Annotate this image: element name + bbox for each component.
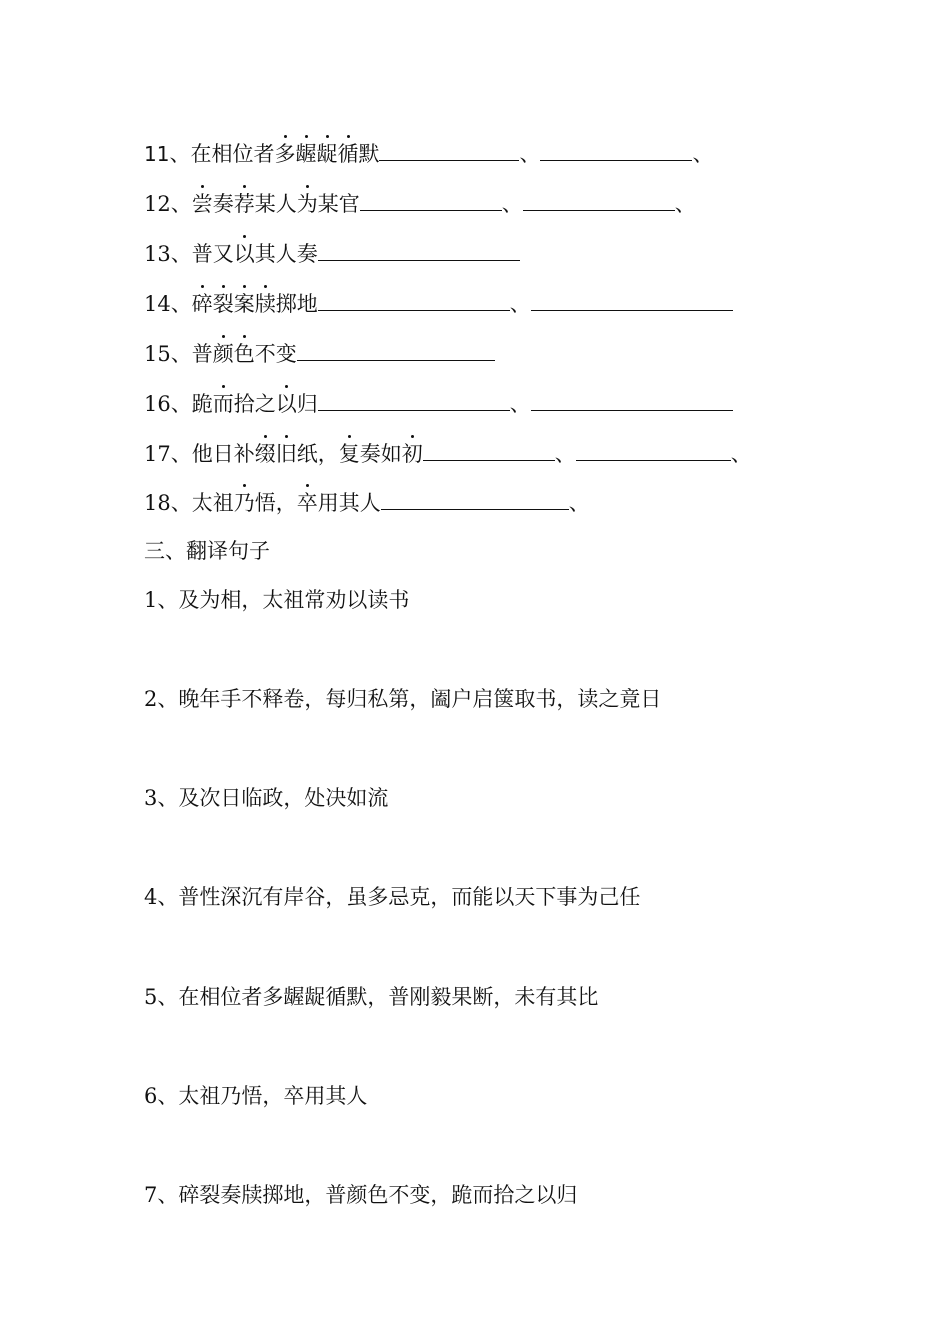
enum-mark: 、 [170, 392, 192, 416]
separator: 、 [554, 442, 576, 466]
answer-blank[interactable] [318, 388, 510, 411]
translation-sentence: 7、碎裂奏牍掷地，普颜色不变，跪而拾之以归 [144, 1183, 578, 1207]
answer-blank[interactable] [576, 438, 731, 461]
answer-blank[interactable] [379, 138, 519, 161]
answer-blank[interactable] [423, 438, 555, 461]
item-number: 15 [144, 342, 171, 366]
item-number: 13 [144, 242, 171, 266]
item-number: 16 [144, 392, 171, 416]
enum-mark: 、 [170, 442, 192, 466]
vocab-item [144, 338, 495, 369]
vocab-text: 太祖乃悟，卒用其人 [192, 491, 381, 515]
item-number: 11 [144, 142, 170, 166]
vocab-item [144, 188, 696, 219]
vocab-item [144, 388, 733, 419]
vocab-text: 尝奏荐某人为某官 [192, 192, 360, 216]
translation-sentence: 4、普性深沉有岸谷，虽多忌克，而能以天下事为己任 [144, 885, 641, 909]
separator: 、 [674, 192, 696, 216]
answer-blank[interactable] [531, 388, 733, 411]
enum-mark: 、 [170, 242, 192, 266]
vocab-item [144, 438, 752, 469]
answer-blank[interactable] [523, 188, 675, 211]
enum-mark: 、 [170, 342, 192, 366]
vocab-text: 普又以其人奏 [192, 242, 318, 266]
vocab-text: 跪而拾之以归 [192, 392, 318, 416]
vocab-text: 碎裂案牍掷地 [192, 292, 318, 316]
vocab-item [144, 288, 733, 319]
vocab-item [144, 487, 590, 518]
translation-sentence: 5、在相位者多龌龊循默，普刚毅果断，未有其比 [144, 985, 599, 1009]
separator: 、 [501, 192, 523, 216]
answer-blank[interactable] [318, 238, 520, 261]
answer-blank[interactable] [381, 487, 569, 510]
translation-sentence: 3、及次日临政，处决如流 [144, 786, 389, 810]
enum-mark: 、 [170, 192, 192, 216]
answer-blank[interactable] [318, 288, 510, 311]
separator: 、 [519, 142, 541, 166]
vocab-text: 他日补缀旧纸，复奏如初 [192, 442, 423, 466]
separator: 、 [730, 442, 752, 466]
separator: 、 [692, 142, 714, 166]
answer-blank[interactable] [531, 288, 733, 311]
separator: 、 [509, 392, 531, 416]
answer-blank[interactable] [297, 338, 495, 361]
section-title: 三、翻译句子 [144, 539, 270, 563]
item-number: 17 [144, 442, 171, 466]
vocab-item [144, 238, 520, 269]
answer-blank[interactable] [540, 138, 692, 161]
item-number: 14 [144, 292, 171, 316]
separator: 、 [509, 292, 531, 316]
item-number: 12 [144, 192, 171, 216]
vocab-text: 在相位者多龌龊循默 [190, 142, 379, 166]
enum-mark: 、 [170, 292, 192, 316]
item-number: 18 [144, 491, 171, 515]
translation-sentence: 6、太祖乃悟，卒用其人 [144, 1084, 368, 1108]
enum-mark: 、 [169, 142, 191, 166]
vocab-text: 普颜色不变 [192, 342, 297, 366]
translation-sentence: 1、及为相，太祖常劝以读书 [144, 588, 410, 612]
translation-sentence: 2、晚年手不释卷，每归私第，阖户启箧取书，读之竟日 [144, 687, 662, 711]
enum-mark: 、 [170, 491, 192, 515]
separator: 、 [568, 491, 590, 515]
answer-blank[interactable] [360, 188, 502, 211]
vocab-item [144, 138, 713, 169]
